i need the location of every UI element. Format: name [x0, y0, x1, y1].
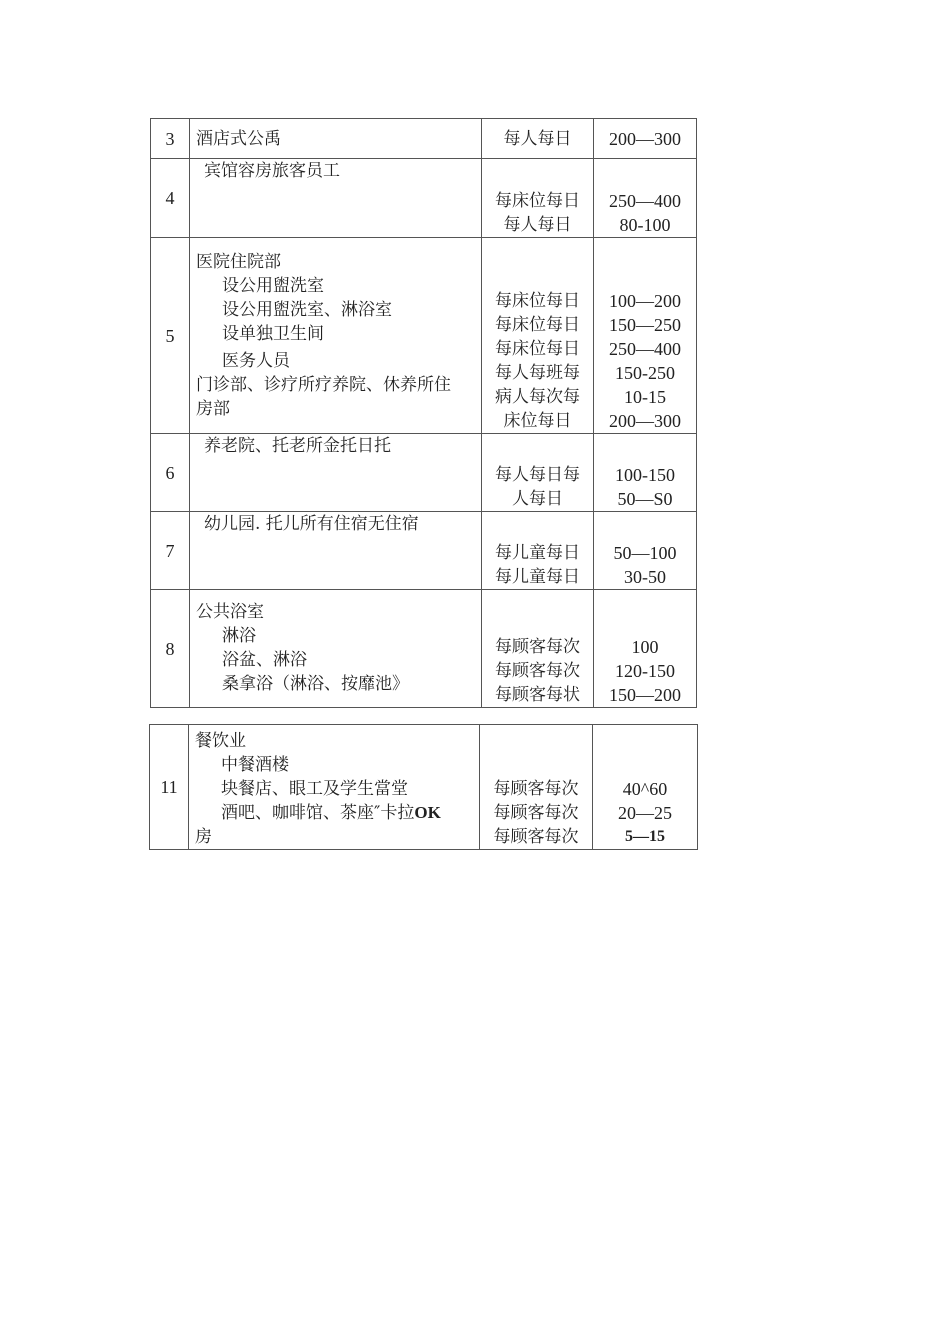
table-row: [150, 725, 698, 850]
unit-line: 病人每次每: [495, 387, 580, 407]
table-row: [151, 590, 697, 708]
name-line: 淋浴: [222, 626, 256, 646]
unit-line: 每顾客每次: [493, 779, 579, 799]
name-line: 公共浴室: [196, 602, 264, 622]
value-line: 250—400: [609, 339, 681, 359]
value-cell: [594, 512, 697, 590]
unit-line: 每儿童每日: [495, 543, 580, 563]
row-number: 6: [151, 434, 190, 512]
value-cell: [594, 590, 697, 708]
water-quota-table-1: [150, 118, 697, 708]
row-number: 11: [150, 725, 189, 850]
table-row: [151, 119, 697, 159]
unit-cell: [480, 725, 593, 850]
name-line: 设公用盥洗室: [222, 276, 324, 296]
value-line: 30-50: [624, 567, 666, 587]
value-line: 50—100: [613, 543, 677, 563]
facility-name: [190, 238, 482, 434]
facility-name: [190, 119, 482, 159]
name-line: 酒店式公禹: [196, 128, 281, 149]
name-line: 中餐酒楼: [221, 755, 289, 775]
name-line: 块餐店、眼工及学生當堂: [221, 779, 408, 799]
name-line: 桑拿浴（淋浴、按靡池》: [222, 674, 409, 694]
unit-line: 每床位每日: [495, 291, 580, 311]
value-cell: [594, 119, 697, 159]
unit-cell: [482, 238, 594, 434]
name-line: 幼儿园. 托儿所有住宿无住宿: [204, 514, 419, 534]
value-line: 200—300: [609, 128, 681, 149]
value-line: 150-250: [615, 363, 675, 383]
unit-line: 每顾客每次: [493, 827, 579, 847]
facility-name: [190, 512, 482, 590]
unit-line: 人每日: [512, 489, 563, 509]
row-number: 4: [151, 159, 190, 238]
unit-line: 每人每日每: [495, 465, 580, 485]
row-number: 3: [151, 119, 190, 159]
value-line: 120-150: [615, 661, 675, 681]
unit-cell: [482, 434, 594, 512]
unit-line: 每顾客每状: [495, 685, 580, 705]
value-line: 100—200: [609, 291, 681, 311]
name-line: 房: [195, 827, 212, 847]
name-line: 医院住院部: [196, 252, 281, 272]
name-line: 房部: [196, 399, 230, 419]
name-text: 酒吧、咖啡馆、茶座″卡拉: [221, 803, 415, 823]
row-number: 8: [151, 590, 190, 708]
name-line: 浴盆、淋浴: [222, 650, 307, 670]
water-quota-table-2: [149, 724, 698, 850]
value-line: 50—S0: [617, 489, 673, 509]
value-line: 100-150: [615, 465, 675, 485]
unit-cell: [482, 512, 594, 590]
value-cell: [594, 238, 697, 434]
value-cell: [593, 725, 698, 850]
unit-line: 每人每日: [503, 128, 572, 149]
facility-name: [190, 590, 482, 708]
name-line: 餐饮业: [195, 731, 246, 751]
unit-line: 每床位每日: [495, 315, 580, 335]
unit-cell: [482, 590, 594, 708]
unit-line: 每床位每日: [495, 191, 580, 211]
table-row: [151, 512, 697, 590]
name-line: 门诊部、诊疗所疗养院、休养所住: [196, 375, 451, 395]
row-number: 7: [151, 512, 190, 590]
value-line: 20—25: [618, 803, 672, 823]
ok-text: OK: [414, 803, 441, 822]
name-line: 设公用盥洗室、淋浴室: [222, 300, 392, 320]
unit-line: 每儿童每日: [495, 567, 580, 587]
table-row: [151, 238, 697, 434]
name-line: 养老院、托老所金托日托: [204, 436, 391, 456]
value-line: 150—200: [609, 685, 681, 705]
unit-line: 每床位每日: [495, 339, 580, 359]
name-line: 设单独卫生间: [222, 324, 324, 344]
value-line: 150—250: [609, 315, 681, 335]
unit-line: 每人每日: [503, 215, 572, 235]
value-cell: [594, 434, 697, 512]
unit-line: 每顾客每次: [493, 803, 579, 823]
unit-line: 床位每日: [503, 411, 572, 431]
unit-line: 每人每班每: [495, 363, 580, 383]
table-row: [151, 434, 697, 512]
value-line: 40^60: [622, 779, 668, 799]
value-line: 5—15: [625, 828, 665, 845]
name-line: 宾馆容房旅客员工: [204, 161, 340, 181]
unit-line: 每顾客每次: [495, 637, 580, 657]
facility-name: [189, 725, 480, 850]
table-row: [151, 159, 697, 238]
value-line: 10-15: [624, 387, 666, 407]
unit-line: 每顾客每次: [495, 661, 580, 681]
name-line: 医务人员: [222, 351, 290, 371]
value-line: 250—400: [609, 191, 681, 211]
facility-name: [190, 159, 482, 238]
name-line: [195, 801, 479, 825]
value-cell: [594, 159, 697, 238]
unit-cell: [482, 119, 594, 159]
value-line: 200—300: [609, 411, 681, 431]
unit-cell: [482, 159, 594, 238]
value-line: 100: [631, 637, 659, 657]
value-line: 80-100: [619, 215, 671, 235]
facility-name: [190, 434, 482, 512]
row-number: 5: [151, 238, 190, 434]
